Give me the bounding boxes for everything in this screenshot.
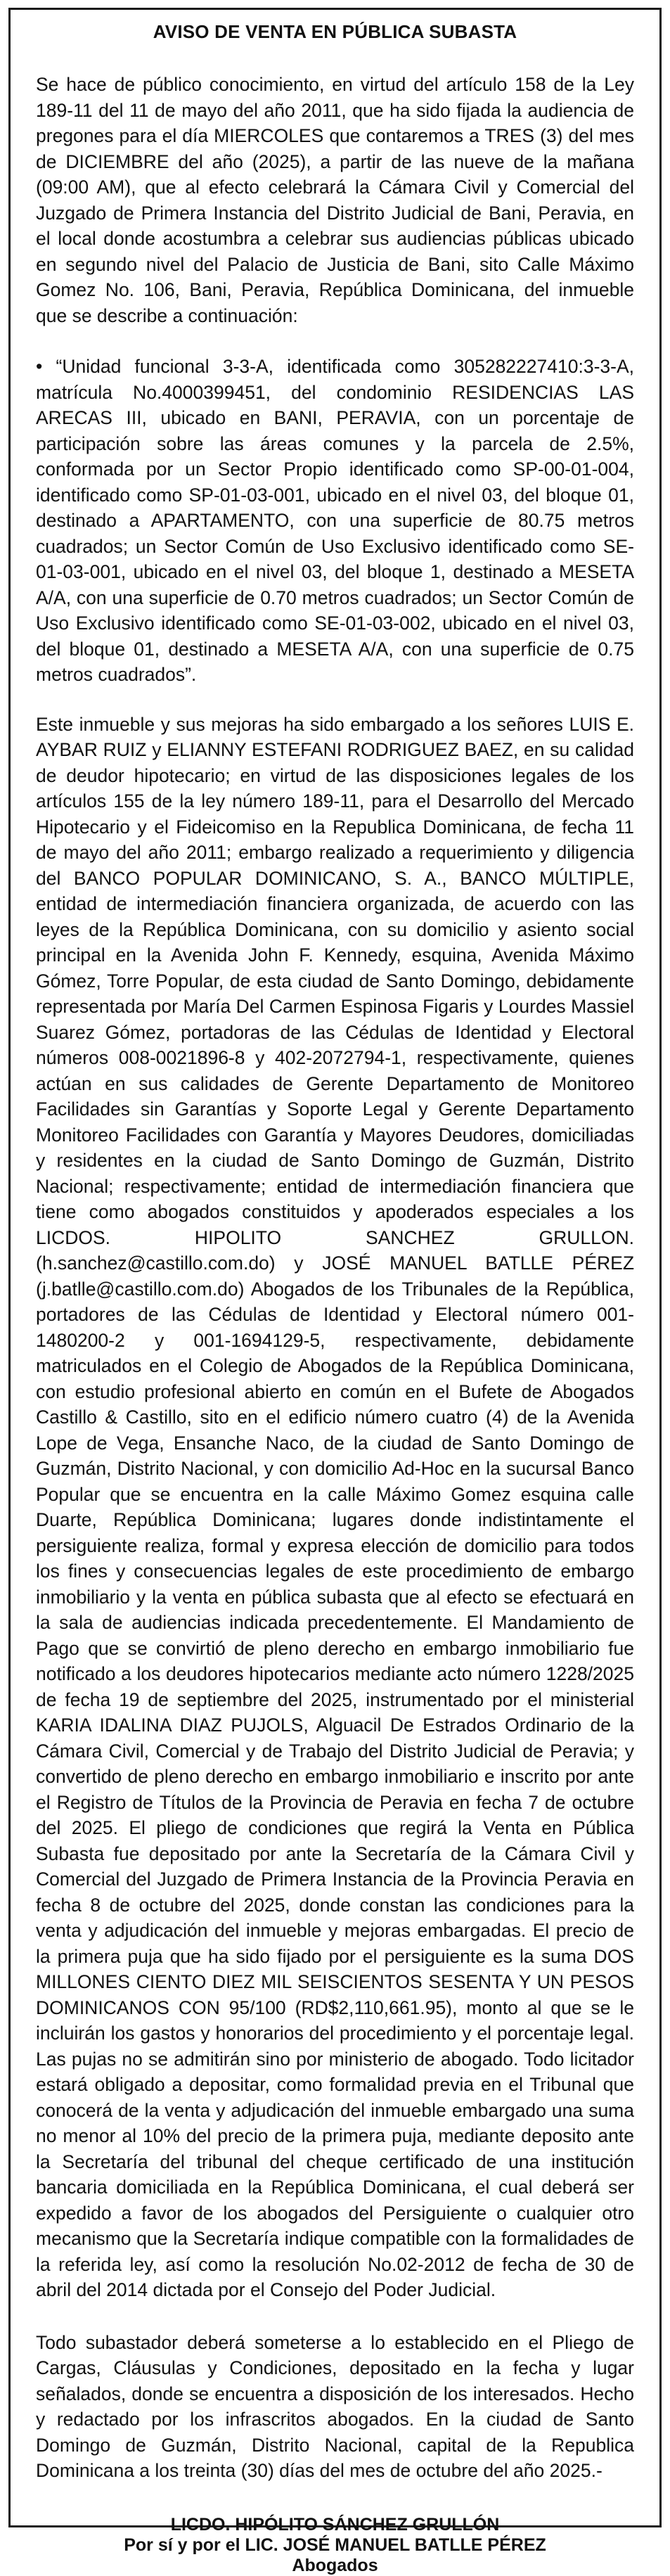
signer-role: Abogados: [292, 2555, 378, 2575]
signer-name: LICDO. HIPÓLITO SÁNCHEZ GRULLÓN: [170, 2514, 500, 2535]
property-description-paragraph: • “Unidad funcional 3-3-A, identificada como 305282227410:3-3-A, matrícula No.4000399451, del condominio RESIDENCIAS LAS ARECAS III, ubicado en BANI, PERAVIA, con un porcentaje de participación sobre las áreas comunes y la parcela de 2.5%, conformada por un Sector Propio identificado como SP-00-01-004, identificado como SP-01-03-001, ubicado en el nivel 03, del bloque 01, destinado a APARTAMENTO, con una superficie de 80.75 metros cuadrados; un Sector Común de Uso Exclusivo identificado como SE-01-03-001, ubicado en el nivel 03, del bloque 1, destinado a MESETA A/A, con una superficie de 0.70 metros cuadrados; un Sector Común de Uso Exclusivo identificado como SE-01-03-002, ubicado en el nivel 03, del bloque 01, destinado a MESETA A/A, con una superficie de 0.75 metros cuadrados”.: [36, 356, 634, 685]
legal-notice: [8, 8, 662, 2575]
closing-paragraph: Todo subastador deberá someterse a lo establecido en el Pliego de Cargas, Cláusulas y Condiciones, depositado en la fecha y lugar señalados, donde se encuentra a disposición de los interesados. Hecho y redactado por los infrascritos abogados. En la ciudad de Santo Domingo de Guzmán, Distrito Nacional, capital de la Republica Dominicana a los treinta (30) días del mes de octubre del año 2025.-: [36, 2331, 634, 2481]
notice-title: AVISO DE VENTA EN PÚBLICA SUBASTA: [153, 21, 517, 42]
intro-paragraph: Se hace de público conocimiento, en virtud del artículo 158 de la Ley 189-11 del 11 de mayo del año 2011, que ha sido fijada la audiencia de pregones para el día MIERCOLES que contaremos a TRES (3) del mes de DICIEMBRE del año (2025), a partir de las nueve de la mañana (09:00 AM), que al efecto celebrará la Cámara Civil y Comercial del Juzgado de Primera Instancia del Distrito Judicial de Bani, Peravia, en el local donde acostumbra a celebrar sus audiencias públicas ubicado en segundo nivel del Palacio de Justicia de Bani, sito Calle Máximo Gomez No. 106, Bani, Peravia, República Dominicana, del inmueble que se describe a continuación:: [36, 74, 634, 326]
seizure-details-paragraph: Este inmueble y sus mejoras ha sido embargado a los señores LUIS E. AYBAR RUIZ y ELIANNY ESTEFANI RODRIGUEZ BAEZ, en su calidad de deudor hipotecario; en virtud de las disposiciones legales de los artículos 155 de la ley número 189-11, para el Desarrollo del Mercado Hipotecario y el Fideicomiso en la Republica Dominicana, de fecha 11 de mayo del año 2011; embargo realizado a requerimiento y diligencia del BANCO POPULAR DOMINICANO, S. A., BANCO MÚLTIPLE, entidad de intermediación financiera organizada, de acuerdo con las leyes de la República Dominicana, con su domicilio y asiento social principal en la Avenida John F. Kennedy, esquina, Avenida Máximo Gómez, Torre Popular, de esta ciudad de Santo Domingo, debidamente representada por María Del Carmen Espinosa Figaris y Lourdes Massiel Suarez Gómez, portadoras de las Cédulas de Identidad y Electoral números 008-0021896-8 y 402-2072794-1, respectivamente, quienes actúan en sus calidades de Gerente Departamento de Monitoreo Facilidades sin Garantías y Soporte Legal y Gerente Departamento Monitoreo Facilidades con Garantía y Mayores Deudores, domiciliadas y residentes en la ciudad de Santo Domingo de Guzmán, Distrito Nacional; respectivamente; entidad de intermediación financiera que tiene como abogados constituidos y apoderados especiales a los LICDOS. HIPOLITO SANCHEZ GRULLON. (h.sanchez@castillo.com.do) y JOSÉ MANUEL BATLLE PÉREZ (j.batlle@castillo.com.do) Abogados de los Tribunales de la República, portadores de las Cédulas de Identidad y Electoral número 001-1480200-2 y 001-1694129-5, respectivamente, debidamente matriculados en el Colegio de Abogados de la República Dominicana, con estudio profesional abierto en común en el Bufete de Abogados Castillo & Castillo, sito en el edificio número cuatro (4) de la Avenida Lope de Vega, Ensanche Naco, de la ciudad de Santo Domingo de Guzmán, Distrito Nacional, y con domicilio Ad-Hoc en la sucursal Banco Popular que se encuentra en la calle Máximo Gomez esquina calle Duarte, República Dominicana; lugares donde indistintamente el persiguiente realiza, formal y expresa elección de domicilio para todos los fines y consecuencias legales de este procedimiento de embargo inmobiliario y la venta en pública subasta que al efecto se efectuará en la sala de audiencias indicada precedentemente. El Mandamiento de Pago que se convirtió de pleno derecho en embargo inmobiliario fue notificado a los deudores hipotecarios mediante acto número 1228/2025 de fecha 19 de septiembre del 2025, instrumentado por el ministerial KARIA IDALINA DIAZ PUJOLS, Alguacil De Estrados Ordinario de la Cámara Civil, Comercial y de Trabajo del Distrito Judicial de Peravia; y convertido de pleno derecho en embargo inmobiliario e inscrito por ante el Registro de Títulos de la Provincia de Peravia en fecha 7 de octubre del 2025. El pliego de condiciones que regirá la Venta en Pública Subasta fue depositado por ante la Secretaría de la Cámara Civil y Comercial del Juzgado de Primera Instancia de la Provincia Peravia en fecha 8 de octubre del 2025, donde constan las condiciones para la venta y adjudicación del inmueble y mejoras embargadas. El precio de la primera puja que ha sido fijado por el persiguiente es la suma DOS MILLONES CIENTO DIEZ MIL SEISCIENTOS SESENTA Y UN PESOS DOMINICANOS CON 95/100 (RD$2,110,661.95), monto al que se le incluirán los gastos y honorarios del procedimiento y el porcentaje legal. Las pujas no se admitirán sino por ministerio de abogado. Todo licitador estará obligado a depositar, como formalidad previa en el Tribunal que conocerá de la venta y adjudicación del inmueble embargado una suma no menor al 10% del precio de la primera puja, mediante deposito ante la Secretaría del tribunal del cheque certificado de una institución bancaria domiciliada en la República Dominicana, el cual deberá ser expedido a favor de los abogados del Persiguiente o cualquier otro mecanismo que la Secretaría indique compatible con la formalidades de la referida ley, así como la resolución No.02-2012 de fecha de 30 de abril del 2014 dictada por el Consejo del Poder Judicial.: [36, 713, 634, 2300]
signature-block: [36, 2515, 634, 2576]
co-signer-line: Por sí y por el LIC. JOSÉ MANUEL BATLLE PÉREZ: [124, 2535, 546, 2555]
